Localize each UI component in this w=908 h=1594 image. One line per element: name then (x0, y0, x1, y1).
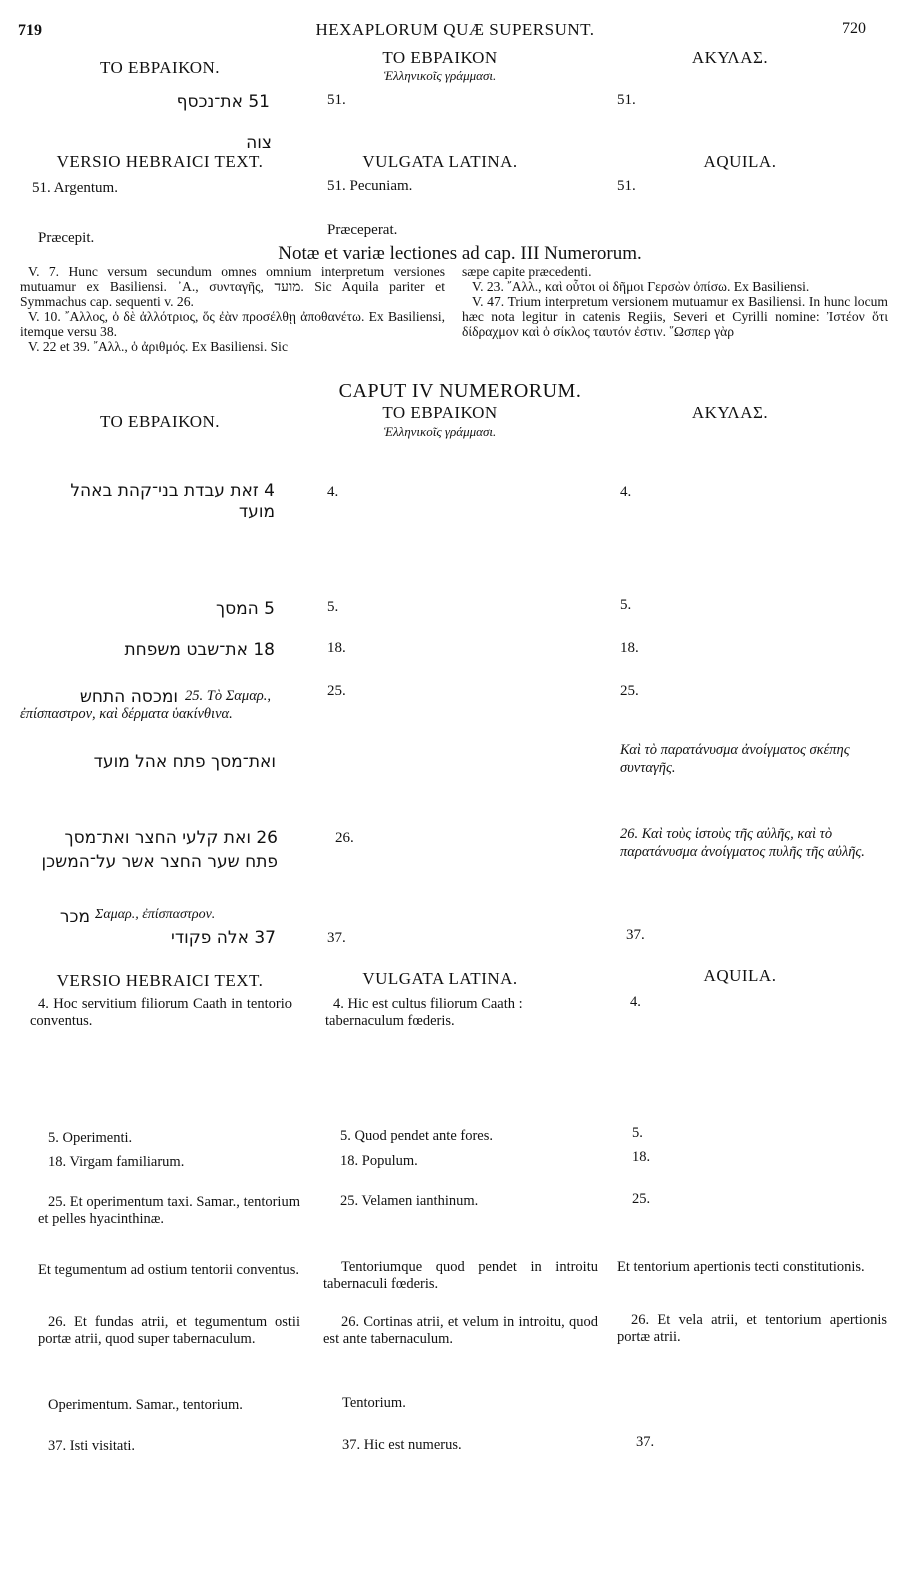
vulgata-heading: VULGATA LATINA. (362, 152, 518, 171)
col1-heading: ΤΟ ΕΒΡΑΙΚΟΝ. (99, 58, 221, 77)
hebrew-v18: 18 את־שבט משפחת (124, 640, 275, 660)
samar-note-text: 25. Τὸ Σαμαρ., ἐπίσπαστρον, καὶ δέρματα ὑακίνθινα. (20, 688, 272, 722)
cap4-col2-v18: 18. (327, 640, 346, 656)
vulgata-v25: 25. Velamen ianthinum. (340, 1193, 479, 1209)
vulgata-samar: Tentorium. (342, 1395, 406, 1411)
vulgata-praeceperat: Præceperat. (327, 222, 398, 238)
cap4-aquila-heading: AQUILA. (703, 966, 777, 985)
vulgata-v26: 26. Cortinas atrii, et velum in introitu, quod est ante tabernaculum. (323, 1314, 598, 1347)
aquila-v4: 4. (630, 994, 641, 1010)
cap4-col3-v26: 26. Καὶ τοὺς ἱστοὺς τῆς αὐλῆς, καὶ τὸ παρατάνυσμα ἀνοίγματος πυλῆς τῆς αὐλῆς. (620, 826, 865, 860)
right-page-number: 720 (842, 20, 866, 37)
vulgata-v25b: Tentoriumque quod pendet in introitu tabernaculi fœderis. (323, 1259, 598, 1292)
vulgata-v18: 18. Populum. (340, 1153, 418, 1169)
hebrew-v26-line1: 26 ואת קלעי החצר ואת־מסך (64, 828, 278, 848)
cap4-col2-v25: 25. (327, 683, 346, 699)
note-v7: V. 7. Hunc versum secundum omnes omnium interpretum versiones mutuamur ex Basiliensi. ᾿Α., συνταγῆς, מועד. Sic Aquila pariter et Symmachus cap. sequenti v. 26. (20, 264, 445, 309)
col3-verse-51: 51. (617, 92, 636, 108)
hebrew-v25-samaritan-note (20, 687, 278, 723)
versio-v26: 26. Et fundas atrii, et tegumentum ostii portæ atrii, quod super tabernaculum. (38, 1314, 300, 1347)
cap4-vulgata-heading: VULGATA LATINA. (362, 969, 518, 988)
left-page-number: 719 (18, 22, 42, 39)
note-v47: V. 47. Trium interpretum versionem mutuamur ex Basiliensi. In hunc locum hæc nota legitur in catenis Regiis, Severi et Cyrilli nomine: Ἰστέον ὅτι δίδραχμον καὶ ὁ σίκλος ταυτόν ἐστιν. ῞Ωσπερ γὰρ (462, 294, 888, 339)
versio-praecepit: Præcepit. (38, 230, 95, 246)
versio-samar: Operimentum. Samar., tentorium. (48, 1397, 243, 1413)
hebrew-v25b: ואת־מסך פתח אהל מועד (93, 752, 276, 772)
col2-subheading: Ἑλληνικοῖς γράμμασι. (383, 68, 497, 83)
hebrew-v4-line2: מועד (238, 502, 275, 522)
versio-v25b: Et tegumentum ad ostium tentorii conventus. (38, 1262, 299, 1278)
vulgata-51: 51. Pecuniam. (327, 178, 413, 194)
col2-verse-51: 51. (327, 92, 346, 108)
running-title: HEXAPLORUM QUÆ SUPERSUNT. (315, 20, 595, 39)
hebrew-v26-line2: פתח שער החצר אשר על־המשכן (41, 852, 278, 872)
notes-title: Notæ et variæ lectiones ad cap. III Numerorum. (278, 243, 642, 264)
cap4-col2-v37: 37. (327, 930, 346, 946)
aquila-v25: 25. (632, 1191, 651, 1207)
cap4-col3-v4: 4. (620, 484, 632, 500)
aquila-heading: AQUILA. (703, 152, 777, 171)
cap4-col2-subheading: Ἑλληνικοῖς γράμμασι. (383, 424, 497, 439)
aquila-v5: 5. (632, 1125, 643, 1141)
versio-v25: 25. Et operimentum taxi. Samar., tentorium et pelles hyacinthinæ. (38, 1194, 300, 1227)
note-v22: V. 22 et 39. ῎Αλλ., ὁ ἀριθμός. Ex Basiliensi. Sic (28, 339, 288, 354)
notes-left-column (20, 264, 445, 354)
vulgata-v5: 5. Quod pendet ante fores. (340, 1128, 494, 1144)
aquila-v18: 18. (632, 1149, 651, 1165)
hebrew-verse-51: 51 את־נכסף (176, 92, 270, 112)
cap4-col3-v5: 5. (620, 597, 632, 613)
cap4-col3-v37: 37. (626, 927, 645, 943)
aquila-51: 51. (617, 178, 636, 194)
cap4-col2-heading: ΤΟ ΕΒΡΑΙΚΟΝ (382, 403, 498, 422)
cap4-col3-v18: 18. (620, 640, 639, 656)
note-v23: V. 23. ῎Αλλ., καὶ οὗτοι οἱ δῆμοι Γερσὼν ὀπίσω. Ex Basiliensi. (472, 279, 810, 294)
hebrew-word-tsivah: צוה (246, 133, 272, 153)
samar-episp: Σαμαρ., ἐπίσπαστρον. (95, 907, 216, 922)
versio-51: 51. Argentum. (32, 180, 118, 196)
versio-heading: VERSIO HEBRAICI TEXT. (56, 152, 264, 171)
vulgata-v37: 37. Hic est numerus. (342, 1437, 462, 1453)
cap4-col2-v4: 4. (327, 484, 339, 500)
hebrew-v25: ומכסה התחש (79, 687, 178, 707)
aquila-v37: 37. (636, 1434, 655, 1450)
versio-v18: 18. Virgam familiarum. (48, 1154, 185, 1170)
hebrew-v5: 5 המסך (215, 599, 275, 619)
cap4-col3-heading: ΑΚΥΛΑΣ. (691, 403, 769, 422)
caput-title: CAPUT IV NUMERORUM. (338, 380, 582, 402)
aquila-v26: 26. Et vela atrii, et tentorium apertionis portæ atrii. (617, 1312, 887, 1345)
cap4-versio-heading: VERSIO HEBRAICI TEXT. (56, 971, 264, 990)
hebrew-samar-word: מכר (59, 907, 90, 927)
cap4-col2-v5: 5. (327, 599, 339, 615)
vulgata-v4: 4. Hic est cultus filiorum Caath : tabernaculum fœderis. (325, 996, 523, 1029)
cap4-col3-v25: 25. (620, 683, 639, 699)
col2-heading: ΤΟ ΕΒΡΑΙΚΟΝ (382, 48, 498, 67)
note-v10: V. 10. ῎Αλλος, ὁ δὲ ἀλλότριος, ὅς ἐὰν προσέλθῃ ἀποθανέτω. Ex Basiliensi, itemque versu 38. (20, 309, 445, 339)
cap4-col3-v25b: Καὶ τὸ παρατάνυσμα ἀνοίγματος σκέπης συνταγῆς. (620, 742, 850, 776)
col3-heading: ΑΚΥΛΑΣ. (691, 48, 769, 67)
cap4-col1-heading: ΤΟ ΕΒΡΑΙΚΟΝ. (99, 412, 221, 431)
notes-right-column (462, 264, 888, 339)
cap4-col2-v26: 26. (335, 830, 354, 846)
note-cont: sæpe capite præcedenti. (462, 264, 592, 279)
hebrew-v4-line1: 4 זאת עבדת בני־קהת באהל (70, 481, 275, 501)
versio-v4: 4. Hoc servitium filiorum Caath in tentorio conventus. (30, 996, 292, 1029)
versio-v37: 37. Isti visitati. (48, 1438, 135, 1454)
hebrew-v37: 37 אלה פקודי (171, 928, 276, 948)
versio-v5: 5. Operimenti. (48, 1130, 133, 1146)
aquila-v25b: Et tentorium apertionis tecti constitutionis. (617, 1259, 865, 1275)
